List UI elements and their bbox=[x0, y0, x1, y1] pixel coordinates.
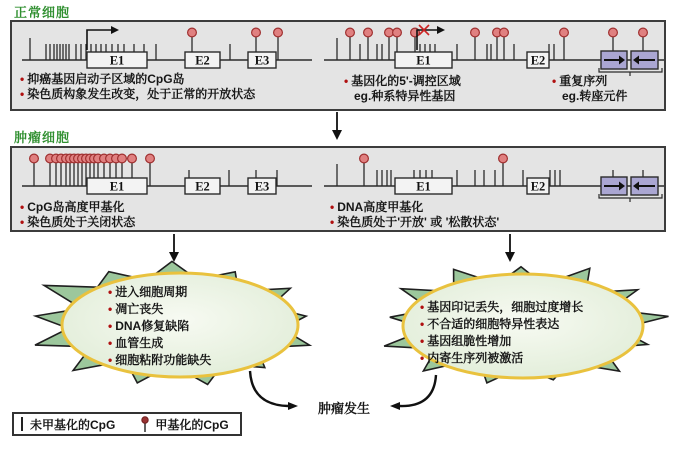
outcome-item: • 血管生成 bbox=[108, 335, 211, 352]
outcome-item: • 细胞粘附功能缺失 bbox=[108, 352, 211, 369]
lollipop-head bbox=[560, 28, 569, 37]
down-arrow-icon bbox=[329, 112, 345, 142]
lollipop-head bbox=[500, 28, 509, 37]
lollipop-head bbox=[146, 154, 155, 163]
note-line: • 染色质构象发生改变，处于正常的开放状态 bbox=[20, 87, 255, 102]
methylated-cpg-lollipop bbox=[364, 28, 373, 60]
lollipop-head bbox=[360, 154, 369, 163]
methylated-cpg-lollipop bbox=[560, 28, 569, 60]
cpg-legend bbox=[12, 412, 242, 436]
transcription-arrowhead bbox=[437, 26, 445, 34]
lollipop-head bbox=[639, 28, 648, 37]
lollipop-head bbox=[252, 28, 261, 37]
outcome-item: • 不合适的细胞特异性表达 bbox=[420, 316, 583, 333]
note-line: • CpG岛高度甲基化 bbox=[20, 200, 135, 215]
exon-label: E2 bbox=[530, 53, 546, 68]
methylated-cpg-lollipop bbox=[471, 28, 480, 60]
legend-label: 甲基化的CpG bbox=[155, 417, 229, 432]
methylated-cpg-lollipop bbox=[360, 154, 369, 186]
outcome-item: • 内寄生序列被激活 bbox=[420, 350, 583, 367]
lollipop-head bbox=[471, 28, 480, 37]
lollipop-head bbox=[118, 154, 127, 163]
note-line: eg.转座元件 bbox=[562, 89, 628, 103]
note-line: • 抑癌基因启动子区域的CpG岛 bbox=[20, 72, 255, 87]
exon-label: E2 bbox=[530, 179, 546, 194]
lollipop-head bbox=[188, 28, 197, 37]
tumor-hypermethylated-gene-diagram bbox=[20, 150, 320, 202]
exon-label: E1 bbox=[109, 179, 125, 194]
lollipop-head bbox=[499, 154, 508, 163]
methylated-cpg-icon bbox=[139, 415, 151, 433]
outcome-item: • DNA修复缺陷 bbox=[108, 318, 211, 335]
note-line: • 染色质处于'开放' 或 '松散状态' bbox=[330, 215, 499, 230]
lollipop-head bbox=[128, 154, 137, 163]
outcome-item: • 进入细胞周期 bbox=[108, 284, 211, 301]
tumor-cell-panel bbox=[10, 146, 666, 232]
lollipop-head bbox=[274, 28, 283, 37]
transcription-arrowhead bbox=[111, 26, 119, 34]
tumor-right-notes bbox=[330, 200, 499, 230]
lollipop-head bbox=[364, 28, 373, 37]
normal-middle-notes bbox=[344, 74, 461, 104]
note-line: eg.种系特异性基因 bbox=[354, 89, 456, 103]
tumor-left-notes bbox=[20, 200, 135, 230]
outcome-item: • 凋亡丧失 bbox=[108, 301, 211, 318]
normal-left-notes bbox=[20, 72, 255, 102]
exon-label: E3 bbox=[254, 179, 270, 194]
exon-label: E1 bbox=[416, 179, 431, 194]
outcome-item: • 基因组脆性增加 bbox=[420, 333, 583, 350]
note-line: • 染色质处于关闭状态 bbox=[20, 215, 135, 230]
methylated-cpg-lollipop bbox=[500, 28, 509, 60]
tumor-cell-title: 肿瘤细胞 bbox=[14, 130, 71, 145]
lollipop-head bbox=[393, 28, 402, 37]
exon-label: E3 bbox=[254, 53, 270, 68]
normal-repeat-notes bbox=[552, 74, 627, 104]
normal-methylated-region-gene-diagram bbox=[324, 24, 668, 76]
note-line: • DNA高度甲基化 bbox=[330, 200, 499, 215]
note-line: • 基因化的5'-调控区域 bbox=[344, 74, 461, 89]
exon-label: E1 bbox=[416, 53, 431, 68]
exon-label: E1 bbox=[109, 53, 125, 68]
normal-cell-panel bbox=[10, 20, 666, 111]
outcome-item: • 基因印记丢失，细胞过度增长 bbox=[420, 299, 583, 316]
methylated-cpg-lollipop bbox=[30, 154, 39, 186]
tumor-hypomethylated-gene-diagram bbox=[324, 150, 668, 202]
lollipop-head bbox=[609, 28, 618, 37]
tumorigenesis-label: 肿瘤发生 bbox=[318, 401, 371, 416]
unmethylated-cpg-icon bbox=[21, 417, 23, 431]
methylated-cpg-lollipop bbox=[499, 154, 508, 186]
right-outcome-list bbox=[420, 299, 583, 367]
methylated-cpg-lollipop bbox=[346, 28, 355, 60]
note-line: • 重复序列 bbox=[552, 74, 627, 89]
left-outcome-list bbox=[108, 284, 211, 369]
legend-label: 未甲基化的CpG bbox=[30, 417, 116, 432]
lollipop-head bbox=[30, 154, 39, 163]
exon-label: E2 bbox=[195, 53, 210, 68]
normal-cell-title: 正常细胞 bbox=[14, 5, 71, 20]
lollipop-head bbox=[346, 28, 355, 37]
exon-label: E2 bbox=[195, 179, 210, 194]
normal-tumor-suppressor-gene-diagram bbox=[20, 24, 320, 76]
